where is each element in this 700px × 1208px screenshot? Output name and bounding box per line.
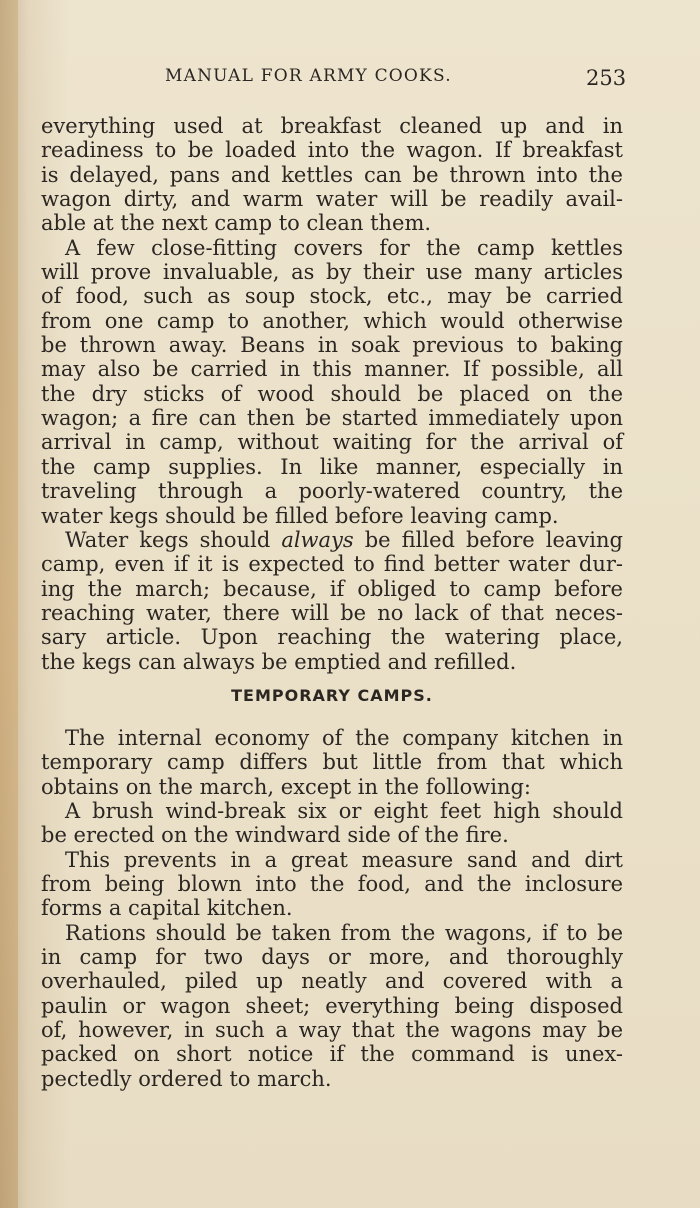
page-number: 253 (586, 66, 627, 90)
text-line: of, however, in such a way that the wagons may be (41, 1018, 623, 1043)
text-run: Water kegs should (65, 527, 282, 552)
text-line: wagon dirty, and warm water will be readily avail- (41, 187, 623, 212)
text-line: may also be carried in this manner. If possible, all (41, 357, 623, 382)
text-line: The internal economy of the company kitchen in (65, 725, 623, 750)
text-line: from one camp to another, which would otherwise (41, 308, 623, 333)
text-line: from being blown into the food, and the inclosure (41, 871, 623, 896)
text-line: A few close-fitting covers for the camp kettles (65, 235, 623, 260)
text-line: able at the next camp to clean them. (41, 211, 432, 236)
text-line: A brush wind-break six or eight feet high should (65, 798, 623, 823)
text-line: overhauled, piled up neatly and covered with a (41, 969, 623, 994)
text-line: everything used at breakfast cleaned up and in (41, 114, 623, 138)
paragraph-wind-break (41, 799, 623, 848)
section-heading: TEMPORARY CAMPS. (231, 685, 433, 705)
text-line: Rations should be taken from the wagons, if to be (65, 920, 623, 945)
text-line: pectedly ordered to march. (41, 1066, 332, 1091)
text-line: water kegs should be filled before leaving camp. (41, 503, 559, 528)
text-line: be erected on the windward side of the fire. (41, 823, 509, 848)
paragraph-water-kegs (41, 528, 623, 674)
body-text (41, 114, 623, 1091)
text-line: obtains on the march, except in the following: (41, 774, 531, 799)
text-line: is delayed, pans and kettles can be thrown into the (41, 162, 623, 187)
text-line: paulin or wagon sheet; everything being disposed (41, 993, 623, 1018)
text-line: be thrown away. Beans in soak previous to baking (41, 333, 623, 358)
text-line: of food, such as soup stock, etc., may be carried (41, 284, 623, 309)
text-run: be filled before leaving (353, 527, 623, 552)
text-line: This prevents in a great measure sand and dirt (65, 847, 623, 872)
text-line: reaching water, there will be no lack of that neces- (41, 600, 623, 625)
text-line: forms a capital kitchen. (41, 896, 293, 921)
text-line: will prove invaluable, as by their use many articles (41, 260, 623, 285)
text-line: the dry sticks of wood should be placed on the (41, 381, 623, 406)
paragraph-internal-economy (41, 726, 623, 799)
text-line: readiness to be loaded into the wagon. If breakfast (41, 138, 623, 163)
text-line: temporary camp differs but little from that which (41, 750, 623, 775)
paragraph-rations (41, 921, 623, 1091)
text-line: the kegs can always be emptied and refilled. (41, 649, 517, 674)
running-head: MANUAL FOR ARMY COOKS. (165, 66, 452, 86)
page-edge-stain (0, 0, 18, 1208)
text-line: ing the march; because, if obliged to camp before (41, 576, 623, 601)
italic-emphasis: always (281, 527, 354, 552)
paragraph-breakfast-cleanup (41, 114, 623, 236)
text-line: sary article. Upon reaching the watering place, (41, 625, 623, 650)
text-line: in camp for two days or more, and thoroughly (41, 945, 623, 969)
text-line: arrival in camp, without waiting for the arrival of (41, 430, 623, 455)
text-line (41, 528, 623, 552)
text-line: camp, even if it is expected to find better water dur- (41, 552, 623, 577)
paragraph-sand-and-dirt (41, 848, 623, 921)
text-line: traveling through a poorly-watered country, the (41, 479, 623, 504)
text-line: wagon; a fire can then be started immediately upon (41, 406, 623, 431)
paragraph-camp-kettle-covers (41, 236, 623, 528)
text-line: packed on short notice if the command is unex- (41, 1042, 623, 1067)
text-line: the camp supplies. In like manner, especially in (41, 454, 623, 479)
